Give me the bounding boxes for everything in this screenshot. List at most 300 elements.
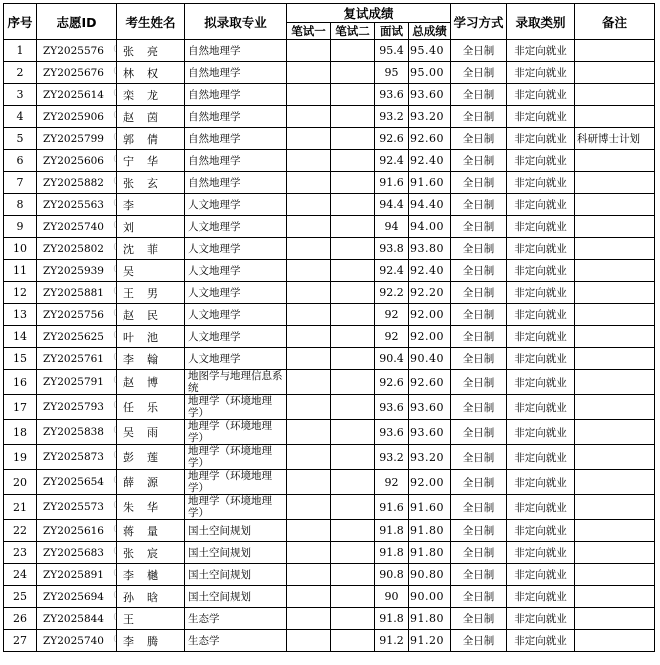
interview-cell: 91.6 — [375, 495, 409, 520]
interview-cell: 94.4 — [375, 194, 409, 216]
header-seq: 序号 — [4, 4, 37, 40]
study-mode-cell: 全日制 — [451, 62, 507, 84]
table-row — [4, 216, 655, 238]
table-row — [4, 326, 655, 348]
total-cell: 93.60 — [409, 420, 451, 445]
major-cell: 人文地理学 — [185, 216, 287, 238]
id-cell: ZY2025793 0 — [37, 395, 117, 420]
total-cell: 92.00 — [409, 470, 451, 495]
seq-cell: 10 — [4, 238, 37, 260]
total-cell: 93.60 — [409, 395, 451, 420]
id-cell: ZY2025891 0 — [37, 564, 117, 586]
written2-cell — [331, 470, 375, 495]
name-cell: 赵 博 — [117, 370, 185, 395]
id-cell: ZY2025881 0 — [37, 282, 117, 304]
total-cell: 91.20 — [409, 630, 451, 652]
written2-cell — [331, 304, 375, 326]
written2-cell — [331, 84, 375, 106]
remark-cell — [575, 608, 655, 630]
name-cell: 李 腾 — [117, 630, 185, 652]
study-mode-cell: 全日制 — [451, 608, 507, 630]
written2-cell — [331, 495, 375, 520]
total-cell: 92.00 — [409, 326, 451, 348]
written1-cell — [287, 370, 331, 395]
remark-cell — [575, 150, 655, 172]
id-cell: ZY2025873 0 — [37, 445, 117, 470]
interview-cell: 93.2 — [375, 445, 409, 470]
table-row — [4, 608, 655, 630]
written1-cell — [287, 194, 331, 216]
category-cell: 非定向就业 — [507, 128, 575, 150]
study-mode-cell: 全日制 — [451, 40, 507, 62]
id-cell: ZY2025606 0 — [37, 150, 117, 172]
major-cell: 国土空间规划 — [185, 520, 287, 542]
table-row — [4, 84, 655, 106]
major-cell: 国土空间规划 — [185, 586, 287, 608]
category-cell: 非定向就业 — [507, 564, 575, 586]
header-written1: 笔试一 — [287, 23, 331, 40]
table-row — [4, 630, 655, 652]
written1-cell — [287, 326, 331, 348]
header-retest: 复试成绩 — [287, 4, 451, 23]
study-mode-cell: 全日制 — [451, 194, 507, 216]
category-cell: 非定向就业 — [507, 106, 575, 128]
id-cell: ZY2025683 0 — [37, 542, 117, 564]
interview-cell: 92.4 — [375, 260, 409, 282]
seq-cell: 26 — [4, 608, 37, 630]
total-cell: 92.40 — [409, 150, 451, 172]
interview-cell: 93.6 — [375, 395, 409, 420]
written2-cell — [331, 445, 375, 470]
written2-cell — [331, 194, 375, 216]
id-cell: ZY2025740 0 — [37, 630, 117, 652]
written2-cell — [331, 238, 375, 260]
category-cell: 非定向就业 — [507, 260, 575, 282]
table-row — [4, 194, 655, 216]
seq-cell: 8 — [4, 194, 37, 216]
category-cell: 非定向就业 — [507, 470, 575, 495]
category-cell: 非定向就业 — [507, 194, 575, 216]
written2-cell — [331, 564, 375, 586]
seq-cell: 1 — [4, 40, 37, 62]
written2-cell — [331, 348, 375, 370]
table-row — [4, 420, 655, 445]
seq-cell: 13 — [4, 304, 37, 326]
total-cell: 93.60 — [409, 84, 451, 106]
category-cell: 非定向就业 — [507, 282, 575, 304]
header-remarks: 备注 — [575, 4, 655, 40]
category-cell: 非定向就业 — [507, 238, 575, 260]
major-cell: 生态学 — [185, 608, 287, 630]
seq-cell: 9 — [4, 216, 37, 238]
total-cell: 92.60 — [409, 128, 451, 150]
study-mode-cell: 全日制 — [451, 586, 507, 608]
remark-cell — [575, 586, 655, 608]
written1-cell — [287, 128, 331, 150]
remark-cell — [575, 395, 655, 420]
total-cell: 92.40 — [409, 260, 451, 282]
major-cell: 人文地理学 — [185, 194, 287, 216]
seq-cell: 24 — [4, 564, 37, 586]
written2-cell — [331, 260, 375, 282]
written1-cell — [287, 348, 331, 370]
interview-cell: 92 — [375, 304, 409, 326]
written1-cell — [287, 395, 331, 420]
interview-cell: 92.6 — [375, 128, 409, 150]
table-row — [4, 260, 655, 282]
seq-cell: 20 — [4, 470, 37, 495]
category-cell: 非定向就业 — [507, 172, 575, 194]
study-mode-cell: 全日制 — [451, 348, 507, 370]
id-cell: ZY2025882 0 — [37, 172, 117, 194]
total-cell: 90.80 — [409, 564, 451, 586]
seq-cell: 19 — [4, 445, 37, 470]
category-cell: 非定向就业 — [507, 420, 575, 445]
study-mode-cell: 全日制 — [451, 260, 507, 282]
total-cell: 94.00 — [409, 216, 451, 238]
category-cell: 非定向就业 — [507, 62, 575, 84]
name-cell: 张 玄 — [117, 172, 185, 194]
interview-cell: 92 — [375, 326, 409, 348]
category-cell: 非定向就业 — [507, 304, 575, 326]
category-cell: 非定向就业 — [507, 630, 575, 652]
remark-cell — [575, 62, 655, 84]
remark-cell — [575, 282, 655, 304]
table-row — [4, 40, 655, 62]
study-mode-cell: 全日制 — [451, 304, 507, 326]
seq-cell: 6 — [4, 150, 37, 172]
written2-cell — [331, 630, 375, 652]
seq-cell: 11 — [4, 260, 37, 282]
name-cell: 蒋 量 — [117, 520, 185, 542]
header-interview: 面试 — [375, 23, 409, 40]
study-mode-cell: 全日制 — [451, 106, 507, 128]
written1-cell — [287, 470, 331, 495]
total-cell: 93.80 — [409, 238, 451, 260]
study-mode-cell: 全日制 — [451, 172, 507, 194]
total-cell: 91.80 — [409, 608, 451, 630]
written1-cell — [287, 172, 331, 194]
remark-cell — [575, 304, 655, 326]
major-cell: 人文地理学 — [185, 348, 287, 370]
total-cell: 91.60 — [409, 495, 451, 520]
major-cell: 生态学 — [185, 630, 287, 652]
written2-cell — [331, 282, 375, 304]
major-cell: 地理学（环境地理学） — [185, 395, 287, 420]
study-mode-cell: 全日制 — [451, 150, 507, 172]
category-cell: 非定向就业 — [507, 370, 575, 395]
written2-cell — [331, 395, 375, 420]
name-cell: 吴 雨 — [117, 420, 185, 445]
written1-cell — [287, 150, 331, 172]
remark-cell — [575, 194, 655, 216]
total-cell: 93.20 — [409, 445, 451, 470]
header-study-mode: 学习方式 — [451, 4, 507, 40]
study-mode-cell: 全日制 — [451, 495, 507, 520]
remark-cell — [575, 40, 655, 62]
remark-cell — [575, 172, 655, 194]
total-cell: 90.00 — [409, 586, 451, 608]
interview-cell: 91.6 — [375, 172, 409, 194]
total-cell: 92.20 — [409, 282, 451, 304]
id-cell: ZY2025616 0 — [37, 520, 117, 542]
category-cell: 非定向就业 — [507, 326, 575, 348]
interview-cell: 91.2 — [375, 630, 409, 652]
table-row — [4, 238, 655, 260]
seq-cell: 21 — [4, 495, 37, 520]
interview-cell: 92.4 — [375, 150, 409, 172]
interview-cell: 93.6 — [375, 420, 409, 445]
major-cell: 人文地理学 — [185, 282, 287, 304]
written1-cell — [287, 304, 331, 326]
category-cell: 非定向就业 — [507, 608, 575, 630]
interview-cell: 94 — [375, 216, 409, 238]
written1-cell — [287, 106, 331, 128]
written1-cell — [287, 216, 331, 238]
name-cell: 宁 华 — [117, 150, 185, 172]
remark-cell — [575, 470, 655, 495]
study-mode-cell: 全日制 — [451, 216, 507, 238]
name-cell: 朱 华 — [117, 495, 185, 520]
written1-cell — [287, 260, 331, 282]
id-cell: ZY2025939 0 — [37, 260, 117, 282]
id-cell: ZY2025906 0 — [37, 106, 117, 128]
id-cell: ZY2025799 0 — [37, 128, 117, 150]
seq-cell: 12 — [4, 282, 37, 304]
total-cell: 95.40 — [409, 40, 451, 62]
name-cell: 张 宸 — [117, 542, 185, 564]
name-cell: 李 翰 — [117, 348, 185, 370]
name-cell: 张 亮 — [117, 40, 185, 62]
seq-cell: 23 — [4, 542, 37, 564]
id-cell: ZY2025761 0 — [37, 348, 117, 370]
seq-cell: 27 — [4, 630, 37, 652]
category-cell: 非定向就业 — [507, 520, 575, 542]
written2-cell — [331, 150, 375, 172]
id-cell: ZY2025676 0 — [37, 62, 117, 84]
study-mode-cell: 全日制 — [451, 238, 507, 260]
study-mode-cell: 全日制 — [451, 128, 507, 150]
major-cell: 自然地理学 — [185, 172, 287, 194]
header-major: 拟录取专业 — [185, 4, 287, 40]
total-cell: 94.40 — [409, 194, 451, 216]
written1-cell — [287, 238, 331, 260]
remark-cell — [575, 370, 655, 395]
seq-cell: 7 — [4, 172, 37, 194]
total-cell: 92.60 — [409, 370, 451, 395]
header-category: 录取类别 — [507, 4, 575, 40]
written2-cell — [331, 62, 375, 84]
remark-cell — [575, 520, 655, 542]
remark-cell — [575, 630, 655, 652]
interview-cell: 95.4 — [375, 40, 409, 62]
study-mode-cell: 全日制 — [451, 470, 507, 495]
header-name: 考生姓名 — [117, 4, 185, 40]
total-cell: 93.20 — [409, 106, 451, 128]
seq-cell: 5 — [4, 128, 37, 150]
header-id: 志愿ID — [37, 4, 117, 40]
written1-cell — [287, 542, 331, 564]
major-cell: 人文地理学 — [185, 304, 287, 326]
category-cell: 非定向就业 — [507, 216, 575, 238]
interview-cell: 95 — [375, 62, 409, 84]
name-cell: 李 樾 — [117, 564, 185, 586]
table-row — [4, 542, 655, 564]
major-cell: 自然地理学 — [185, 150, 287, 172]
interview-cell: 92.6 — [375, 370, 409, 395]
study-mode-cell: 全日制 — [451, 326, 507, 348]
study-mode-cell: 全日制 — [451, 395, 507, 420]
id-cell: ZY2025791 0 — [37, 370, 117, 395]
id-cell: ZY2025838 0 — [37, 420, 117, 445]
remark-cell — [575, 445, 655, 470]
name-cell: 薛 源 — [117, 470, 185, 495]
table-row — [4, 470, 655, 495]
id-cell: ZY2025654 0 — [37, 470, 117, 495]
remark-cell — [575, 495, 655, 520]
major-cell: 人文地理学 — [185, 326, 287, 348]
written2-cell — [331, 216, 375, 238]
study-mode-cell: 全日制 — [451, 564, 507, 586]
table-row — [4, 586, 655, 608]
study-mode-cell: 全日制 — [451, 282, 507, 304]
table-row — [4, 150, 655, 172]
name-cell: 郭 倩 — [117, 128, 185, 150]
major-cell: 地理学（环境地理学） — [185, 420, 287, 445]
seq-cell: 3 — [4, 84, 37, 106]
id-cell: ZY2025694 0 — [37, 586, 117, 608]
name-cell: 孙 晗 — [117, 586, 185, 608]
id-cell: ZY2025625 0 — [37, 326, 117, 348]
written1-cell — [287, 608, 331, 630]
major-cell: 国土空间规划 — [185, 542, 287, 564]
study-mode-cell: 全日制 — [451, 445, 507, 470]
table-row — [4, 128, 655, 150]
id-cell: ZY2025614 0 — [37, 84, 117, 106]
name-cell: 吴 — [117, 260, 185, 282]
written2-cell — [331, 40, 375, 62]
study-mode-cell: 全日制 — [451, 370, 507, 395]
table-row — [4, 445, 655, 470]
seq-cell: 14 — [4, 326, 37, 348]
study-mode-cell: 全日制 — [451, 420, 507, 445]
table-row — [4, 370, 655, 395]
written2-cell — [331, 520, 375, 542]
table-row — [4, 495, 655, 520]
category-cell: 非定向就业 — [507, 586, 575, 608]
written2-cell — [331, 370, 375, 395]
id-cell: ZY2025756 0 — [37, 304, 117, 326]
category-cell: 非定向就业 — [507, 542, 575, 564]
remark-cell — [575, 326, 655, 348]
interview-cell: 91.8 — [375, 608, 409, 630]
interview-cell: 91.8 — [375, 520, 409, 542]
table-row — [4, 348, 655, 370]
remark-cell — [575, 348, 655, 370]
category-cell: 非定向就业 — [507, 445, 575, 470]
table-row — [4, 520, 655, 542]
written1-cell — [287, 445, 331, 470]
name-cell: 林 权 — [117, 62, 185, 84]
seq-cell: 17 — [4, 395, 37, 420]
interview-cell: 92.2 — [375, 282, 409, 304]
remark-cell — [575, 238, 655, 260]
written2-cell — [331, 542, 375, 564]
total-cell: 91.80 — [409, 542, 451, 564]
interview-cell: 90.8 — [375, 564, 409, 586]
written1-cell — [287, 62, 331, 84]
major-cell: 地理学（环境地理学） — [185, 470, 287, 495]
seq-cell: 16 — [4, 370, 37, 395]
written2-cell — [331, 586, 375, 608]
written2-cell — [331, 326, 375, 348]
seq-cell: 15 — [4, 348, 37, 370]
study-mode-cell: 全日制 — [451, 520, 507, 542]
written2-cell — [331, 608, 375, 630]
major-cell: 自然地理学 — [185, 128, 287, 150]
category-cell: 非定向就业 — [507, 150, 575, 172]
interview-cell: 92 — [375, 470, 409, 495]
study-mode-cell: 全日制 — [451, 542, 507, 564]
seq-cell: 4 — [4, 106, 37, 128]
total-cell: 90.40 — [409, 348, 451, 370]
name-cell: 栾 龙 — [117, 84, 185, 106]
remark-cell: 科研博士计划 — [575, 128, 655, 150]
id-cell: ZY2025740 0 — [37, 216, 117, 238]
interview-cell: 93.6 — [375, 84, 409, 106]
major-cell: 人文地理学 — [185, 260, 287, 282]
major-cell: 自然地理学 — [185, 40, 287, 62]
major-cell: 人文地理学 — [185, 238, 287, 260]
category-cell: 非定向就业 — [507, 348, 575, 370]
id-cell: ZY2025573 0 — [37, 495, 117, 520]
seq-cell: 22 — [4, 520, 37, 542]
remark-cell — [575, 564, 655, 586]
name-cell: 王 男 — [117, 282, 185, 304]
category-cell: 非定向就业 — [507, 40, 575, 62]
name-cell: 任 乐 — [117, 395, 185, 420]
table-row — [4, 172, 655, 194]
id-cell: ZY2025802 0 — [37, 238, 117, 260]
written2-cell — [331, 128, 375, 150]
major-cell: 国土空间规划 — [185, 564, 287, 586]
total-cell: 91.60 — [409, 172, 451, 194]
major-cell: 地理学（环境地理学） — [185, 495, 287, 520]
major-cell: 地图学与地理信息系统 — [185, 370, 287, 395]
category-cell: 非定向就业 — [507, 495, 575, 520]
seq-cell: 2 — [4, 62, 37, 84]
category-cell: 非定向就业 — [507, 84, 575, 106]
written1-cell — [287, 630, 331, 652]
name-cell: 赵 民 — [117, 304, 185, 326]
interview-cell: 90.4 — [375, 348, 409, 370]
written1-cell — [287, 586, 331, 608]
written1-cell — [287, 84, 331, 106]
remark-cell — [575, 216, 655, 238]
name-cell: 沈 菲 — [117, 238, 185, 260]
total-cell: 91.80 — [409, 520, 451, 542]
interview-cell: 93.8 — [375, 238, 409, 260]
remark-cell — [575, 420, 655, 445]
category-cell: 非定向就业 — [507, 395, 575, 420]
seq-cell: 18 — [4, 420, 37, 445]
header-written2: 笔试二 — [331, 23, 375, 40]
table-row — [4, 304, 655, 326]
written2-cell — [331, 172, 375, 194]
written1-cell — [287, 495, 331, 520]
name-cell: 王 — [117, 608, 185, 630]
name-cell: 彭 莲 — [117, 445, 185, 470]
